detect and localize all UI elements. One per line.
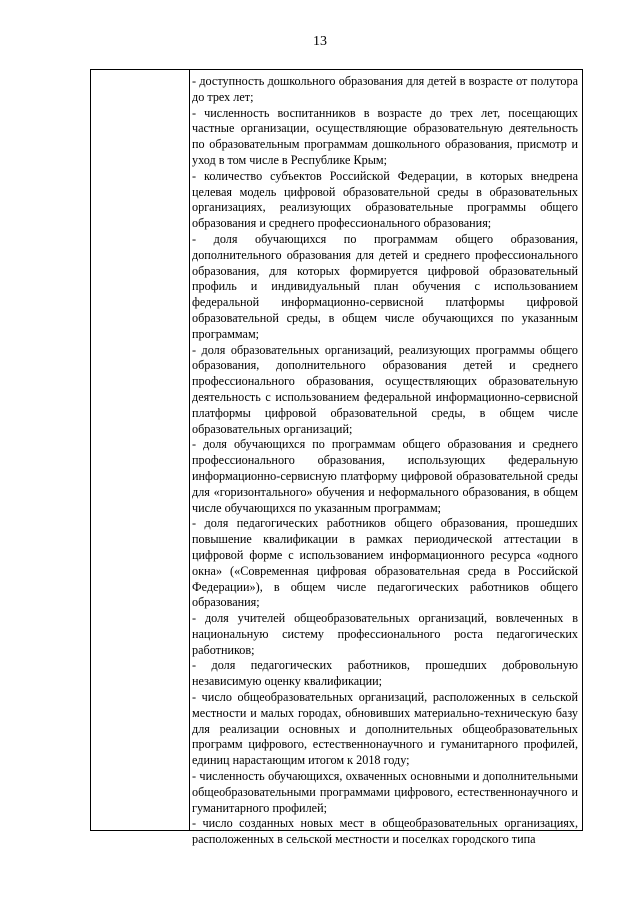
list-item-teacher-qualification-digital: - доля педагогических работников общего образования, прошедших повышение квалификации в рамках периодической аттестации в цифровой форме с использованием информационного ресурса «одного окна» («Современная цифровая образовательная среда в Российской Федерации»), в общем числе педагогических работников общего образования; <box>192 516 578 610</box>
indicators-table <box>90 69 583 847</box>
list-item-horizontal-learning-students: - доля обучающихся по программам общего образования и среднего профессионального образования, использующих федеральную информационно-сервисную платформу цифровой образовательной среды для «горизонтального» обучения и неформального образования, в общем числе обучающихся по указанным программам; <box>192 437 578 515</box>
list-item-students-covered: - численность обучающихся, охваченных основными и дополнительными общеобразовательными программами цифрового, естественнонаучного и гуманитарного профилей; <box>192 769 578 815</box>
list-item-new-places-rural: - число созданных новых мест в общеобразовательных организациях, расположенных в сельской местности и поселках городского типа <box>192 816 578 847</box>
list-item-private-preschool-pupils: - численность воспитанников в возрасте до трех лет, посещающих частные организации, осуществляющие образовательную деятельность по образовательным программам дошкольного образования, присмотр и уход в том числе в Республике Крым; <box>192 105 578 167</box>
table-left-cell <box>91 70 189 830</box>
list-item-digital-profile-students: - доля обучающихся по программам общего образования, дополнительного образования для детей и среднего профессионального образования, для которых формируется цифровой образовательный профиль и индивидуальный план обучения с использованием федеральной информационно-сервисной платформы цифровой образовательной среды, в общем числе обучающихся по указанным программам; <box>192 231 578 341</box>
list-item-independent-assessment: - доля педагогических работников, прошедших добровольную независимую оценку квалификации; <box>192 658 578 689</box>
page-number: 13 <box>313 34 327 49</box>
list-item-digital-platform-organizations: - доля образовательных организаций, реализующих программы общего образования, дополнительного образования детей и среднего профессионального образования, осуществляющих образовательную деятельность с использованием федеральной информационно-сервисной платформы цифровой образовательной среды, в общем числе образовательных организаций; <box>192 342 578 436</box>
list-item-digital-model-regions: - количество субъектов Российской Федерации, в которых внедрена целевая модель цифровой образовательной среды в образовательных организациях, реализующих образовательные программы общего образования и среднего профессионального образования; <box>192 168 578 231</box>
column-divider <box>189 70 190 830</box>
list-item-rural-schools-upgraded: - число общеобразовательных организаций, расположенных в сельской местности и малых городах, обновивших материально-техническую базу для реализации основных и дополнительных общеобразовательных программ цифрового, естественнонаучного и гуманитарного профилей, единиц нарастающим итогом к 2018 году; <box>192 690 578 768</box>
list-item-teacher-growth-system: - доля учителей общеобразовательных организаций, вовлеченных в национальную систему профессионального роста педагогических работников; <box>192 611 578 657</box>
list-item-preschool-availability: - доступность дошкольного образования для детей в возрасте от полутора до трех лет; <box>192 74 578 104</box>
indicators-list <box>192 74 578 848</box>
